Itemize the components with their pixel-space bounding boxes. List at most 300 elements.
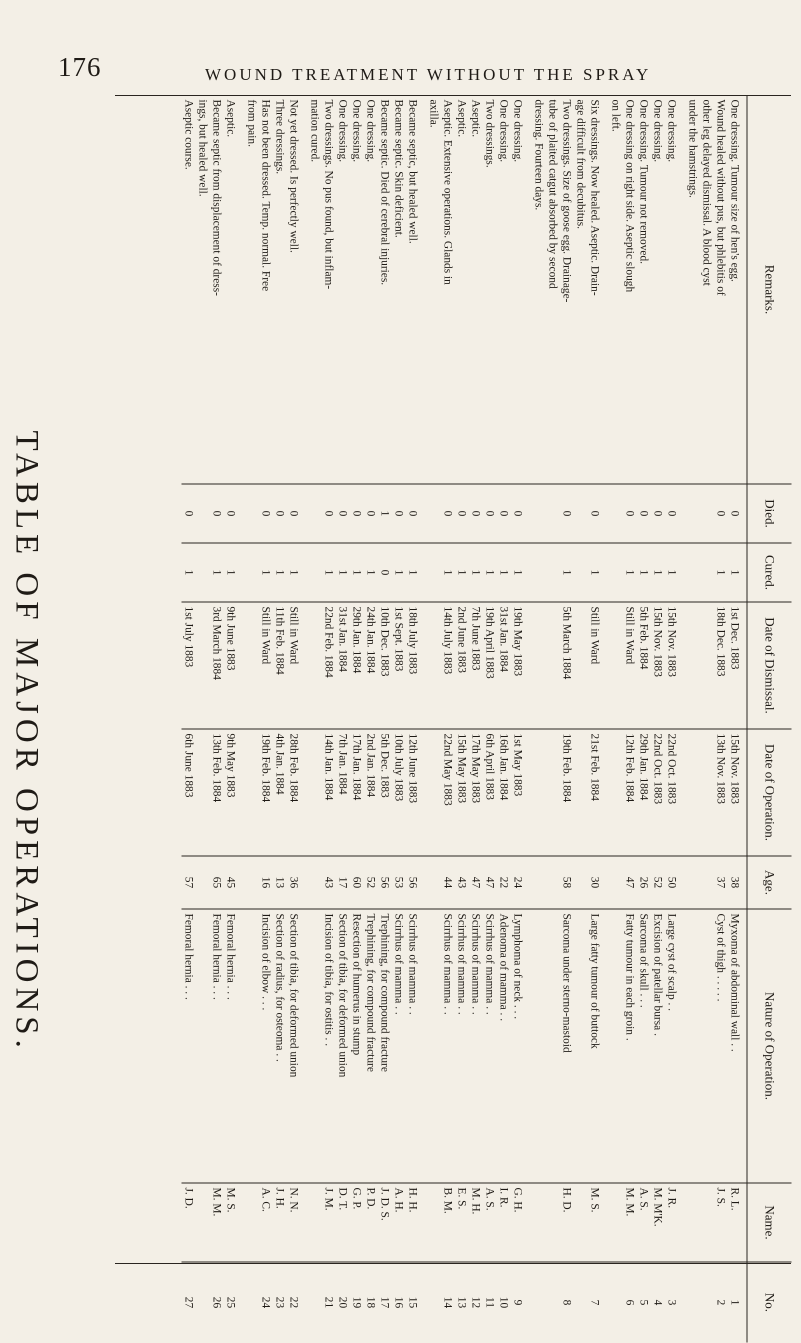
cell-remarks: Two dressings. Size of goose egg. Drainage-	[560, 99, 573, 303]
cell-age: 52	[651, 856, 665, 909]
cell-remarks: age difficult from decubitus.	[574, 99, 587, 229]
page-number: 176	[58, 52, 102, 82]
cell-died	[546, 484, 560, 543]
cell-operation	[532, 729, 546, 856]
cell-no: 23	[273, 1262, 287, 1343]
header-date-of-dismissal: Date of Dismissal.	[747, 602, 792, 729]
cell-operation: 6th April 1883	[483, 729, 497, 856]
cell-operation: 22nd Oct. 1883	[665, 729, 679, 856]
cell-operation: 16th Jan. 1884	[497, 729, 511, 856]
cell-dismissal: 3rd March 1884	[210, 602, 224, 729]
cell-died	[196, 484, 210, 543]
cell-dismissal	[700, 602, 714, 729]
cell-name: N. N.	[287, 1183, 301, 1262]
cell-died: 0	[637, 484, 651, 543]
cell-nature: Incision of tibia, for ostitis . .	[322, 909, 336, 1183]
gap-cell	[602, 729, 609, 856]
cell-cured: 1	[665, 543, 679, 602]
cell-cured: 1	[364, 543, 378, 602]
cell-name	[574, 1183, 588, 1262]
gap-cell	[679, 96, 686, 485]
cell-no	[574, 1262, 588, 1343]
cell-nature	[574, 909, 588, 1183]
cell-died: 0	[441, 484, 455, 543]
cell-cured	[574, 543, 588, 602]
cell-no: 8	[560, 1262, 574, 1343]
gap-cell	[679, 909, 686, 1183]
cell-no: 24	[259, 1262, 273, 1343]
cell-age: 58	[560, 856, 574, 909]
cell-name: G. H.	[511, 1183, 525, 1262]
cell-dismissal: 24th Jan. 1884	[364, 602, 378, 729]
cell-remarks: Became septic. Died of cerebral injuries.	[378, 99, 391, 286]
cell-name: R. L.	[728, 1183, 748, 1262]
cell-nature: Scirrhus of mamma . .	[441, 909, 455, 1183]
cell-remarks: One dressing.	[336, 99, 349, 163]
cell-remarks: One dressing. Tumour not removed.	[637, 99, 650, 265]
cell-cured: 1	[182, 543, 196, 602]
gap-cell	[525, 484, 532, 543]
gap-cell	[301, 1262, 308, 1343]
cell-nature: Section of tibia, for deformed union	[287, 909, 301, 1183]
cell-name	[609, 1183, 623, 1262]
gap-cell	[602, 1262, 609, 1343]
cell-name: M. M.	[623, 1183, 637, 1262]
cell-age: 60	[350, 856, 364, 909]
cell-nature	[686, 909, 700, 1183]
cell-no: 15	[406, 1262, 420, 1343]
gap-cell	[525, 96, 532, 485]
gap-cell	[420, 96, 427, 485]
cell-operation: 13th Feb. 1884	[210, 729, 224, 856]
table-row	[336, 96, 350, 1343]
cell-nature: Scirrhus of mamma . .	[406, 909, 420, 1183]
cell-age: 47	[623, 856, 637, 909]
gap-cell	[238, 856, 245, 909]
cell-nature	[427, 909, 441, 1183]
header-age: Age.	[747, 856, 792, 909]
cell-dismissal: Still in Ward	[623, 602, 637, 729]
cell-cured	[196, 543, 210, 602]
gap-cell	[679, 856, 686, 909]
cell-dismissal: 2nd June 1883	[455, 602, 469, 729]
cell-died: 0	[651, 484, 665, 543]
cell-cured	[427, 543, 441, 602]
cell-age	[700, 856, 714, 909]
cell-nature: Sarcoma of skull . . .	[637, 909, 651, 1183]
table-row	[637, 96, 651, 1343]
cell-cured: 1	[455, 543, 469, 602]
cell-nature: Large cyst of scalp . .	[665, 909, 679, 1183]
cell-no: 26	[210, 1262, 224, 1343]
cell-died: 0	[364, 484, 378, 543]
table-row	[532, 96, 546, 1343]
cell-died: 0	[259, 484, 273, 543]
cell-operation: 6th June 1883	[182, 729, 196, 856]
cell-died: 0	[392, 484, 406, 543]
cell-no: 16	[392, 1262, 406, 1343]
cell-cured: 1	[560, 543, 574, 602]
cell-dismissal	[196, 602, 210, 729]
cell-no: 5	[637, 1262, 651, 1343]
cell-died: 0	[406, 484, 420, 543]
gap-cell	[525, 602, 532, 729]
cell-cured: 1	[497, 543, 511, 602]
cell-dismissal: 11th Feb. 1884	[273, 602, 287, 729]
cell-nature: Scirrhus of mamma . .	[483, 909, 497, 1183]
cell-dismissal: 10th Dec. 1883	[378, 602, 392, 729]
cell-operation: 15th May 1883	[455, 729, 469, 856]
cell-remarks: One dressing.	[364, 99, 377, 163]
cell-operation	[574, 729, 588, 856]
cell-nature: Sarcoma under sterno-mastoid	[560, 909, 574, 1183]
gap-cell	[525, 543, 532, 602]
table-row	[364, 96, 378, 1343]
cell-operation: 12th June 1883	[406, 729, 420, 856]
gap-cell	[301, 909, 308, 1183]
cell-died: 0	[336, 484, 350, 543]
cell-cured: 1	[210, 543, 224, 602]
cell-died: 0	[728, 484, 748, 543]
cell-nature	[196, 909, 210, 1183]
table-row	[728, 96, 748, 1343]
cell-remarks: One dressing on right side. Aseptic slough	[623, 99, 636, 293]
cell-cured: 1	[350, 543, 364, 602]
cell-name: H. D.	[560, 1183, 574, 1262]
cell-nature: Scirrhus of mamma . .	[455, 909, 469, 1183]
cell-no: 10	[497, 1262, 511, 1343]
gap-cell	[420, 543, 427, 602]
cell-name	[700, 1183, 714, 1262]
cell-name: J. D.	[182, 1183, 196, 1262]
cell-name: A. S.	[483, 1183, 497, 1262]
cell-operation: 21st Feb. 1884	[588, 729, 602, 856]
table-row	[497, 96, 511, 1343]
cell-nature: Section of tibia, for deformed union	[336, 909, 350, 1183]
cell-died: 0	[287, 484, 301, 543]
cell-nature: Scirrhus of mamma . .	[469, 909, 483, 1183]
cell-no: 2	[714, 1262, 728, 1343]
header-no: No.	[747, 1262, 792, 1343]
table-row	[182, 96, 196, 1343]
cell-operation: 19th Feb. 1884	[560, 729, 574, 856]
cell-cured: 1	[322, 543, 336, 602]
table-row	[350, 96, 364, 1343]
cell-operation: 22nd Oct. 1883	[651, 729, 665, 856]
cell-dismissal: Still in Ward	[588, 602, 602, 729]
cell-dismissal: Still in Ward	[259, 602, 273, 729]
cell-nature: Trephining, for compound fracture	[364, 909, 378, 1183]
gap-cell	[679, 1183, 686, 1262]
cell-operation: 7th Jan. 1884	[336, 729, 350, 856]
running-head: WOUND TREATMENT WITHOUT THE SPRAY	[205, 65, 652, 84]
cell-name: J. S.	[714, 1183, 728, 1262]
operations-table-rotated	[116, 96, 792, 1313]
cell-remarks: Aseptic.	[469, 99, 482, 138]
cell-died: 0	[623, 484, 637, 543]
gap-cell	[602, 856, 609, 909]
header-date-of-operation: Date of Operation.	[747, 729, 792, 856]
cell-remarks: Aseptic. Extensive operations. Glands in	[441, 99, 454, 285]
cell-remarks: Became septic, but healed well.	[406, 99, 419, 244]
cell-operation: 13th Nov. 1883	[714, 729, 728, 856]
cell-no	[532, 1262, 546, 1343]
cell-age	[308, 856, 322, 909]
cell-name: J. R.	[665, 1183, 679, 1262]
cell-name: M. M'K.	[651, 1183, 665, 1262]
cell-age: 43	[455, 856, 469, 909]
gap-cell	[301, 1183, 308, 1262]
cell-age	[546, 856, 560, 909]
cell-age: 53	[392, 856, 406, 909]
gap-cell	[602, 602, 609, 729]
gap-cell	[679, 602, 686, 729]
cell-operation: 10th July 1883	[392, 729, 406, 856]
cell-age: 45	[224, 856, 238, 909]
cell-died: 0	[665, 484, 679, 543]
table-row	[245, 96, 259, 1343]
cell-nature	[532, 909, 546, 1183]
cell-age: 47	[469, 856, 483, 909]
cell-name: J. M.	[322, 1183, 336, 1262]
cell-cured: 1	[637, 543, 651, 602]
cell-died: 0	[224, 484, 238, 543]
cell-remarks: mation cured.	[308, 99, 321, 163]
cell-nature: Lymphoma of neck . . .	[511, 909, 525, 1183]
cell-died	[609, 484, 623, 543]
header-died: Died.	[747, 484, 792, 543]
cell-nature	[609, 909, 623, 1183]
cell-died: 0	[588, 484, 602, 543]
cell-dismissal: 14th July 1883	[441, 602, 455, 729]
cell-age	[196, 856, 210, 909]
cell-died: 0	[560, 484, 574, 543]
gap-cell	[525, 1262, 532, 1343]
cell-operation: 14th Jan. 1884	[322, 729, 336, 856]
cell-remarks: on left.	[609, 99, 622, 132]
cell-cured: 0	[378, 543, 392, 602]
cell-remarks: Wound healed without pus, but phlebitis of	[714, 99, 727, 296]
cell-operation	[308, 729, 322, 856]
cell-cured: 1	[406, 543, 420, 602]
cell-no	[546, 1262, 560, 1343]
cell-dismissal	[532, 602, 546, 729]
gap-cell	[238, 909, 245, 1183]
cell-dismissal: 1st Dec. 1883	[728, 602, 748, 729]
cell-nature: Cyst of thigh . . . . .	[714, 909, 728, 1183]
cell-cured: 1	[273, 543, 287, 602]
cell-name: A. H.	[392, 1183, 406, 1262]
cell-age: 44	[441, 856, 455, 909]
cell-no: 25	[224, 1262, 238, 1343]
gap-cell	[679, 484, 686, 543]
cell-remarks: Aseptic.	[224, 99, 237, 138]
cell-operation	[245, 729, 259, 856]
cell-age: 47	[483, 856, 497, 909]
cell-no	[686, 1262, 700, 1343]
cell-cured	[546, 543, 560, 602]
cell-remarks: dressing. Fourteen days.	[532, 99, 545, 211]
row-gap	[525, 96, 532, 1343]
cell-remarks: tube of plaited catgut absorbed by second	[546, 99, 559, 289]
cell-age: 17	[336, 856, 350, 909]
cell-age: 13	[273, 856, 287, 909]
cell-name: A. S.	[637, 1183, 651, 1262]
cell-no: 12	[469, 1262, 483, 1343]
table-row	[714, 96, 728, 1343]
table-row	[686, 96, 700, 1343]
cell-died	[532, 484, 546, 543]
cell-age: 65	[210, 856, 224, 909]
cell-name	[532, 1183, 546, 1262]
cell-operation	[609, 729, 623, 856]
cell-remarks: Aseptic course.	[182, 99, 195, 170]
cell-operation	[427, 729, 441, 856]
cell-name: M. H.	[469, 1183, 483, 1262]
cell-dismissal: 22nd Feb. 1884	[322, 602, 336, 729]
gap-cell	[420, 1183, 427, 1262]
cell-operation: 15th Nov. 1883	[728, 729, 748, 856]
cell-name: B. M.	[441, 1183, 455, 1262]
cell-nature: Femoral hernia . . .	[224, 909, 238, 1183]
cell-dismissal: 1st July 1883	[182, 602, 196, 729]
cell-name: D. T.	[336, 1183, 350, 1262]
cell-dismissal	[546, 602, 560, 729]
cell-cured	[609, 543, 623, 602]
table-row	[609, 96, 623, 1343]
cell-nature	[308, 909, 322, 1183]
table-header-row	[747, 96, 792, 1343]
table-row	[623, 96, 637, 1343]
cell-remarks: One dressing.	[511, 99, 524, 163]
cell-dismissal: 5th March 1884	[560, 602, 574, 729]
cell-no: 19	[350, 1262, 364, 1343]
cell-no: 27	[182, 1262, 196, 1343]
gap-cell	[679, 1262, 686, 1343]
cell-remarks: Not yet dressed. Is perfectly well.	[287, 99, 300, 253]
cell-died: 0	[273, 484, 287, 543]
cell-no: 11	[483, 1262, 497, 1343]
cell-cured: 1	[336, 543, 350, 602]
cell-operation	[196, 729, 210, 856]
cell-dismissal: 29th Jan. 1884	[350, 602, 364, 729]
gap-cell	[301, 96, 308, 485]
cell-died: 1	[378, 484, 392, 543]
cell-operation: 12th Feb. 1884	[623, 729, 637, 856]
cell-remarks: Six dressings. Now healed. Aseptic. Drain-	[588, 99, 601, 296]
cell-cured: 1	[651, 543, 665, 602]
table-row	[259, 96, 273, 1343]
cell-operation: 1st May 1883	[511, 729, 525, 856]
table-row	[441, 96, 455, 1343]
table-row	[455, 96, 469, 1343]
row-gap	[420, 96, 427, 1343]
cell-remarks: One dressing.	[350, 99, 363, 163]
cell-nature: Femoral hernia . . .	[210, 909, 224, 1183]
cell-dismissal: 19th May 1883	[511, 602, 525, 729]
table-row	[406, 96, 420, 1343]
gap-cell	[301, 856, 308, 909]
gap-cell	[679, 543, 686, 602]
table-row	[322, 96, 336, 1343]
gap-cell	[602, 96, 609, 485]
cell-operation: 2nd Jan. 1884	[364, 729, 378, 856]
cell-remarks: from pain.	[245, 99, 258, 147]
header-cured: Cured.	[747, 543, 792, 602]
cell-dismissal: 18th Dec. 1883	[714, 602, 728, 729]
cell-age	[574, 856, 588, 909]
gap-cell	[525, 1183, 532, 1262]
cell-age: 22	[497, 856, 511, 909]
cell-cured: 1	[441, 543, 455, 602]
cell-remarks: Three dressings.	[273, 99, 286, 175]
cell-name: P. D.	[364, 1183, 378, 1262]
gap-cell	[301, 484, 308, 543]
cell-no: 7	[588, 1262, 602, 1343]
cell-age: 50	[665, 856, 679, 909]
cell-age: 16	[259, 856, 273, 909]
gap-cell	[602, 543, 609, 602]
table-row	[196, 96, 210, 1343]
gap-cell	[238, 602, 245, 729]
cell-no: 6	[623, 1262, 637, 1343]
cell-died: 0	[483, 484, 497, 543]
cell-cured	[245, 543, 259, 602]
cell-remarks: One dressing.	[651, 99, 664, 163]
gap-cell	[238, 1262, 245, 1343]
cell-no	[609, 1262, 623, 1343]
gap-cell	[238, 484, 245, 543]
cell-operation: 5th Dec. 1883	[378, 729, 392, 856]
cell-name	[686, 1183, 700, 1262]
cell-operation: 22nd May 1883	[441, 729, 455, 856]
cell-name: M. M.	[210, 1183, 224, 1262]
cell-died	[427, 484, 441, 543]
table-row	[511, 96, 525, 1343]
cell-dismissal: 31st Jan. 1884	[336, 602, 350, 729]
cell-remarks: other leg delayed dismissal. A blood cyst	[700, 99, 713, 286]
table-row	[700, 96, 714, 1343]
cell-name: H. H.	[406, 1183, 420, 1262]
table-row	[546, 96, 560, 1343]
gap-cell	[525, 909, 532, 1183]
cell-operation: 19th Feb. 1884	[259, 729, 273, 856]
cell-operation	[546, 729, 560, 856]
cell-operation: 28th Feb. 1884	[287, 729, 301, 856]
cell-name: J. H.	[273, 1183, 287, 1262]
cell-died	[700, 484, 714, 543]
gap-cell	[420, 856, 427, 909]
cell-dismissal	[574, 602, 588, 729]
cell-cured: 1	[392, 543, 406, 602]
cell-dismissal: Still in Ward	[287, 602, 301, 729]
cell-no	[245, 1262, 259, 1343]
cell-name: J. D. S.	[378, 1183, 392, 1262]
cell-cured: 1	[259, 543, 273, 602]
header-name: Name.	[747, 1183, 792, 1262]
header-remarks: Remarks.	[747, 96, 792, 485]
cell-nature: Resection of humerus in stump	[350, 909, 364, 1183]
gap-cell	[301, 543, 308, 602]
cell-dismissal: 7th June 1883	[469, 602, 483, 729]
gap-cell	[679, 729, 686, 856]
cell-dismissal	[245, 602, 259, 729]
gap-cell	[602, 1183, 609, 1262]
cell-cured: 1	[588, 543, 602, 602]
cell-remarks: Became septic. Skin deficient.	[392, 99, 405, 238]
cell-remarks: Two dressings.	[483, 99, 496, 168]
cell-nature: Femoral hernia . . .	[182, 909, 196, 1183]
